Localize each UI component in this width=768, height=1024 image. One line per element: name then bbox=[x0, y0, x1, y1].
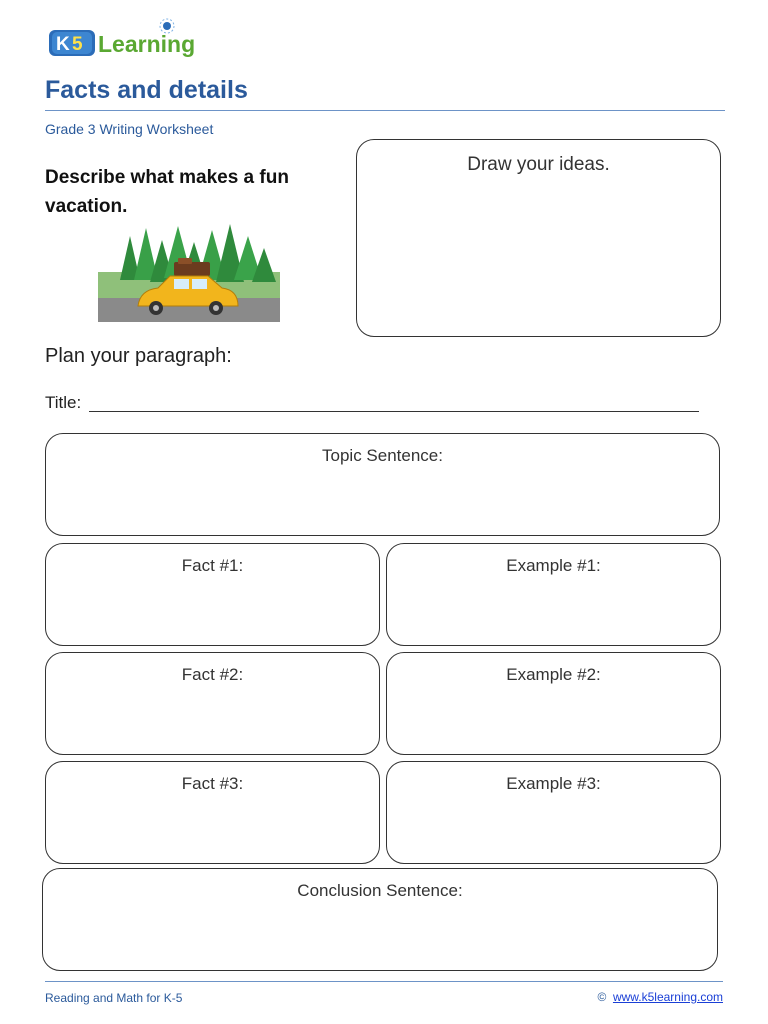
plan-heading: Plan your paragraph: bbox=[45, 345, 232, 367]
conclusion-sentence-label: Conclusion Sentence: bbox=[297, 881, 463, 900]
draw-ideas-box[interactable] bbox=[356, 139, 721, 337]
copyright-symbol: © bbox=[597, 990, 607, 1004]
k5-website-link[interactable]: www.k5learning.com bbox=[612, 990, 723, 1004]
example-3-box[interactable] bbox=[386, 761, 721, 864]
k5-learning-logo bbox=[46, 18, 216, 62]
footer-tagline: Reading and Math for K-5 bbox=[45, 991, 183, 1005]
svg-text:K: K bbox=[56, 34, 70, 55]
page-title: Facts and details bbox=[45, 76, 248, 104]
example-3-label: Example #3: bbox=[506, 774, 601, 793]
writing-prompt: Describe what makes a fun vacation. bbox=[45, 167, 289, 217]
footer-site bbox=[597, 990, 723, 1004]
conclusion-sentence-box[interactable] bbox=[42, 868, 718, 971]
fact-1-box[interactable] bbox=[45, 543, 380, 646]
example-1-label: Example #1: bbox=[506, 556, 601, 575]
example-2-label: Example #2: bbox=[506, 665, 601, 684]
svg-text:Learning: Learning bbox=[98, 31, 196, 57]
fact-2-box[interactable] bbox=[45, 652, 380, 755]
fact-2-label: Fact #2: bbox=[181, 665, 244, 684]
title-label: Title: bbox=[45, 393, 82, 412]
fact-1-label: Fact #1: bbox=[181, 556, 244, 575]
fact-3-label: Fact #3: bbox=[181, 774, 244, 793]
car-in-forest-icon bbox=[98, 222, 280, 322]
fact-3-box[interactable] bbox=[45, 761, 380, 864]
title-writing-line[interactable] bbox=[89, 411, 699, 412]
footer-divider bbox=[45, 981, 723, 982]
worksheet-subtitle: Grade 3 Writing Worksheet bbox=[45, 121, 214, 137]
example-2-box[interactable] bbox=[386, 652, 721, 755]
example-1-box[interactable] bbox=[386, 543, 721, 646]
svg-text:5: 5 bbox=[72, 34, 83, 55]
header-divider bbox=[45, 110, 725, 111]
draw-ideas-label: Draw your ideas. bbox=[467, 154, 610, 175]
topic-sentence-box[interactable] bbox=[45, 433, 720, 536]
topic-sentence-label: Topic Sentence: bbox=[322, 446, 443, 465]
